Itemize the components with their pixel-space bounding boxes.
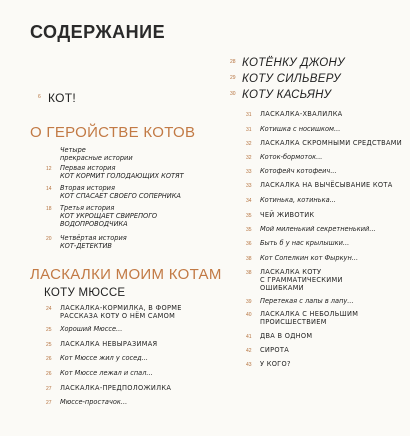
page-number: 25 xyxy=(46,327,52,333)
page-number: 14 xyxy=(46,186,52,192)
toc-entry xyxy=(46,340,157,348)
section-title: ЛАСКАЛКИ МОИМ КОТАМ xyxy=(30,266,222,283)
toc-entry xyxy=(246,254,358,262)
toc-entry xyxy=(246,332,312,340)
entry-text: ЧЕЙ ЖИВОТИК xyxy=(260,211,315,219)
entry-text: Вторая история КОТ СПАСАЕТ СВОЕГО СОПЕРНИКА xyxy=(60,184,181,200)
entry-text: ЛАСКАЛКА С НЕБОЛЬШИМ ПРОИСШЕСТВИЕМ xyxy=(260,310,359,326)
entry-text: ЛАСКАЛКА-ПРЕДПОЛОЖИЛКА xyxy=(60,384,172,392)
page-number: 26 xyxy=(46,371,52,377)
entry-text: Четвёртая история КОТ-ДЕТЕКТИВ xyxy=(60,234,127,250)
toc-header-entry xyxy=(230,57,345,69)
page-number: 12 xyxy=(46,166,52,172)
toc-entry xyxy=(246,239,349,247)
entry-text: ЛАСКАЛКА КОТУ С ГРАММАТИЧЕСКИМИ ОШИБКАМИ xyxy=(260,268,343,292)
entry-title: КОТУ КАСЬЯНУ xyxy=(242,89,332,101)
entry-text: Коток-бормоток... xyxy=(260,153,323,161)
toc-entry xyxy=(246,181,393,189)
toc-entry xyxy=(246,211,314,219)
page-number: 36 xyxy=(246,241,252,247)
entry-text: Хороший Мюссе... xyxy=(60,325,123,333)
page-number: 35 xyxy=(246,227,252,233)
toc-entry xyxy=(246,297,354,305)
toc-entry xyxy=(246,360,291,368)
page-number: 38 xyxy=(246,256,252,262)
toc-entry xyxy=(246,346,289,354)
page-number: 24 xyxy=(46,306,52,312)
page-number: 40 xyxy=(246,312,252,318)
toc-entry xyxy=(246,310,358,326)
toc-entry xyxy=(246,268,343,292)
page-number: 26 xyxy=(46,356,52,362)
page-number: 35 xyxy=(246,213,252,219)
page-number: 41 xyxy=(246,334,252,340)
toc-entry xyxy=(46,304,182,320)
entry-text: У КОГО? xyxy=(260,360,291,368)
toc-entry xyxy=(246,110,343,118)
page-title: СОДЕРЖАНИЕ xyxy=(30,22,166,42)
page-number: 31 xyxy=(246,127,252,133)
entry-text: Кот Мюссе лежал и спал... xyxy=(60,369,153,377)
toc-entry xyxy=(46,369,153,377)
entry-text: ДВА В ОДНОМ xyxy=(260,332,313,340)
entry-text: ЛАСКАЛКА СКРОМНЫМИ СРЕДСТВАМИ xyxy=(260,139,403,147)
entry-text: Котофейч котофеич... xyxy=(260,167,337,175)
page-number: 30 xyxy=(230,91,236,97)
toc-entry xyxy=(246,167,337,175)
toc-entry xyxy=(246,139,402,147)
page-number: 28 xyxy=(230,59,236,65)
page-number: 27 xyxy=(46,400,52,406)
toc-header-entry xyxy=(230,73,341,85)
toc-entry xyxy=(246,196,336,204)
toc-entry xyxy=(46,164,184,180)
page-number: 29 xyxy=(230,75,236,81)
toc-entry xyxy=(46,146,133,162)
entry-text: Быть б у нас крылышки... xyxy=(260,239,350,247)
entry-text: ЛАСКАЛКА НА ВЫЧЁСЫВАНИЕ КОТА xyxy=(260,181,393,189)
page-number: 38 xyxy=(246,270,252,276)
toc-entry xyxy=(46,184,181,200)
entry-text: Кот Сопелкин кот Фыркун... xyxy=(260,254,359,262)
entry-text: ЛАСКАЛКА-ХВАЛИЛКА xyxy=(260,110,343,118)
toc-entry xyxy=(246,225,376,233)
page-number: 33 xyxy=(246,183,252,189)
entry-text: ЛАСКАЛКА-КОРМИЛКА, В ФОРМЕ РАССКАЗА КОТУ О НЁМ САМОМ xyxy=(60,304,182,320)
page-number: 6 xyxy=(38,94,41,100)
entry-text: Мой миленький секретненький... xyxy=(260,225,376,233)
page-number: 32 xyxy=(246,141,252,147)
entry-text: Перетекая с лапы в лапу... xyxy=(260,297,354,305)
toc-header-entry xyxy=(230,89,331,101)
entry-title: КОТ! xyxy=(48,91,77,105)
entry-text: Первая история КОТ КОРМИТ ГОЛОДАЮЩИХ КОТЯТ xyxy=(60,164,184,180)
toc-entry xyxy=(46,354,148,362)
page-number: 42 xyxy=(246,348,252,354)
page-number: 25 xyxy=(46,342,52,348)
entry-text: ЛАСКАЛКА НЕВЫРАЗИМАЯ xyxy=(60,340,158,348)
toc-entry xyxy=(246,153,322,161)
page-number: 20 xyxy=(46,236,52,242)
subsection-title: КОТУ МЮССЕ xyxy=(44,287,126,299)
page-number: 33 xyxy=(246,169,252,175)
toc-entry xyxy=(46,398,127,406)
toc-entry xyxy=(246,125,340,133)
entry-title: КОТУ СИЛЬВЕРУ xyxy=(242,73,341,85)
page-number: 43 xyxy=(246,362,252,368)
entry-text: Котинька, котинька... xyxy=(260,196,336,204)
entry-text: Третья история КОТ УКРОЩАЕТ СВИРЕПОГО ВОДОПРОВОДЧИКА xyxy=(60,204,158,228)
entry-title: КОТЁНКУ ДЖОНУ xyxy=(242,57,345,69)
page-number: 39 xyxy=(246,299,252,305)
page-number: 32 xyxy=(246,155,252,161)
entry-text: Кот Мюссе жил у сосед... xyxy=(60,354,149,362)
page-number: 34 xyxy=(246,198,252,204)
page-number: 27 xyxy=(46,386,52,392)
section-title: О ГЕРОЙСТВЕ КОТОВ xyxy=(30,124,196,141)
entry-text: Котишка с носишком... xyxy=(260,125,341,133)
entry-text: Мюссе-простачок... xyxy=(60,398,128,406)
entry-text: СИРОТА xyxy=(260,346,290,354)
toc-entry xyxy=(46,384,171,392)
page-number: 31 xyxy=(246,112,252,118)
toc-entry-kot xyxy=(38,92,76,104)
page-number: 18 xyxy=(46,206,52,212)
toc-entry xyxy=(46,204,157,228)
entry-text: Четыре прекрасные истории xyxy=(60,146,133,162)
page-number xyxy=(46,146,60,148)
toc-entry xyxy=(46,325,122,333)
toc-entry xyxy=(46,234,127,250)
